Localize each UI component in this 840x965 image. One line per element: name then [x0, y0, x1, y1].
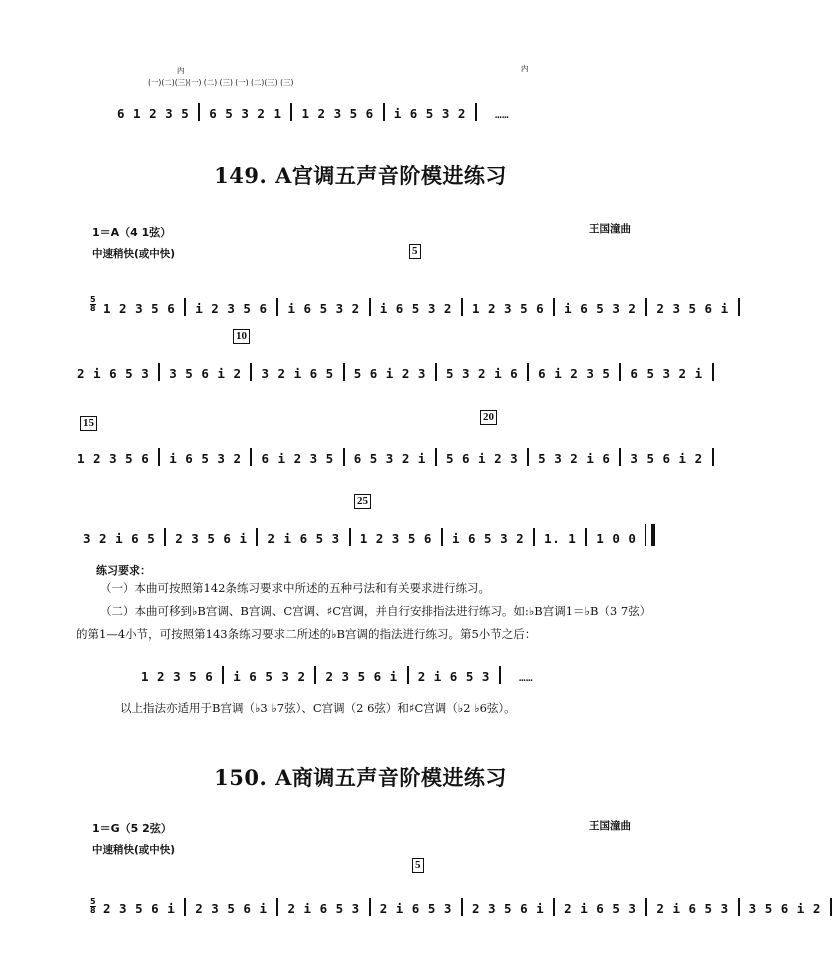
measure: 2 i 6 5 3 — [267, 531, 340, 546]
measure: 2 3 5 6 i — [656, 301, 729, 316]
section-title-149: 149. A宫调五声音阶模进练习 — [214, 163, 507, 188]
requirement-item-2-cont: 的第1—4小节，可按照第143条练习要求二所述的♭B宫调的指法进行练习。第5小节之后： — [76, 627, 537, 641]
measure: 5 6 i 2 3 — [353, 366, 426, 381]
top-staff — [0, 55, 721, 125]
measure: i 6 5 3 2 — [379, 301, 452, 316]
section-title-150: 150. A商调五声音阶模进练习 — [214, 765, 507, 790]
measure: 2 i 6 5 3 — [564, 901, 637, 916]
rehearsal-mark: 10 — [233, 329, 250, 344]
measure: 6 5 3 2 i — [630, 366, 703, 381]
barline — [475, 103, 477, 121]
rehearsal-mark: 20 — [480, 410, 497, 425]
measure: 2 3 5 6 i — [195, 901, 268, 916]
measure: 2 3 5 6 i — [325, 669, 398, 684]
measure: 1. 1 — [544, 531, 577, 546]
ellipsis: …… — [494, 108, 510, 121]
measure: 2 3 5 6 i — [471, 901, 545, 916]
requirement-note: 以上指法亦适用于B宫调（♭3 ♭7弦）、C宫调（2 6弦）和♯C宫调（♭2 ♭6弦）。 — [120, 701, 516, 715]
composer: 王国潼曲 — [589, 223, 631, 235]
measure: 5 3 2 i 6 — [538, 451, 611, 466]
inner-mark: 内 — [521, 64, 529, 73]
measure: 3 2 i 6 5 — [261, 366, 334, 381]
measure: 1 0 0 — [596, 531, 637, 546]
key-signature: 1＝A（4 1弦） — [92, 226, 172, 239]
measure: 2 i 6 5 3 — [417, 669, 490, 684]
example-staff — [0, 618, 721, 688]
composer: 王国潼曲 — [589, 820, 631, 832]
barline — [198, 103, 200, 121]
measure: 2 3 5 6 i — [175, 531, 248, 546]
measure: 1 2 3 5 6 — [301, 106, 374, 121]
measure: 1 2 3 5 6 — [77, 451, 150, 466]
measure: 1 2 3 5 6 — [359, 531, 432, 546]
time-signature: 5 8 — [90, 897, 96, 915]
barline — [383, 103, 385, 121]
staff-row-3 — [0, 400, 721, 470]
rehearsal-mark: 5 — [412, 858, 424, 873]
requirements-heading: 练习要求： — [96, 564, 151, 577]
measure: 3 5 6 i 2 — [169, 366, 242, 381]
measure: i 6 5 3 2 — [564, 301, 637, 316]
rehearsal-mark: 15 — [80, 416, 97, 431]
key-signature: 1＝G（5 2弦） — [92, 822, 172, 835]
measure: 1 2 3 5 6 — [103, 301, 176, 316]
rehearsal-mark: 25 — [354, 494, 371, 509]
measure: 6 5 3 2 1 — [209, 106, 282, 121]
measure: i 6 5 3 2 — [451, 531, 525, 546]
measure: i 6 5 3 2 — [169, 451, 242, 466]
measure: 5 6 i 2 3 — [445, 451, 519, 466]
fingering-row: (一)(二)(三)(一) (二) (三) (一) (二)(三) (三) — [148, 78, 294, 87]
tempo-marking: 中速稍快(或中快) — [92, 248, 176, 260]
staff-row-4 — [0, 480, 721, 550]
inner-mark: 内 — [177, 66, 185, 75]
measure: 3 5 6 i 2 — [630, 451, 703, 466]
barline — [290, 103, 292, 121]
requirement-item-1: （一）本曲可按照第142条练习要求中所述的五种弓法和有关要求进行练习。 — [100, 581, 490, 595]
time-signature: 5 8 — [90, 295, 96, 313]
measure: 2 i 6 5 3 — [77, 366, 150, 381]
measure: 6 i 2 3 5 — [261, 451, 334, 466]
measure: 1 2 3 5 6 — [471, 301, 545, 316]
measure: i 6 5 3 2 — [393, 106, 466, 121]
measure: 2 3 5 6 i — [103, 901, 176, 916]
measure: 5 3 2 i 6 — [445, 366, 519, 381]
measure: 2 i 6 5 3 — [379, 901, 452, 916]
measure: i 6 5 3 2 — [287, 301, 360, 316]
measure: 3 2 i 6 5 — [83, 531, 156, 546]
requirement-item-2: （二）本曲可移到♭B宫调、B宫调、C宫调、♯C宫调，并自行安排指法进行练习。如:♭B宫调1＝♭B（3 7弦） — [100, 604, 652, 618]
measure: 1 2 3 5 6 — [141, 669, 214, 684]
rehearsal-mark: 5 — [409, 244, 421, 259]
measure: 6 1 2 3 5 — [117, 106, 190, 121]
final-barline — [645, 524, 655, 546]
measure: i 2 3 5 6 — [195, 301, 268, 316]
staff-row-150-1 — [0, 850, 821, 920]
measure: 3 5 6 i 2 — [748, 901, 821, 916]
staff-row-2 — [0, 315, 721, 385]
ellipsis: …… — [518, 671, 534, 684]
measure: 2 i 6 5 3 — [287, 901, 360, 916]
tempo-marking: 中速稍快(或中快) — [92, 844, 176, 856]
measure: 6 5 3 2 i — [353, 451, 426, 466]
staff-row-1 — [0, 245, 729, 320]
measure: i 6 5 3 2 — [233, 669, 306, 684]
measure: 2 i 6 5 3 — [656, 901, 729, 916]
measure: 6 i 2 3 5 — [538, 366, 611, 381]
